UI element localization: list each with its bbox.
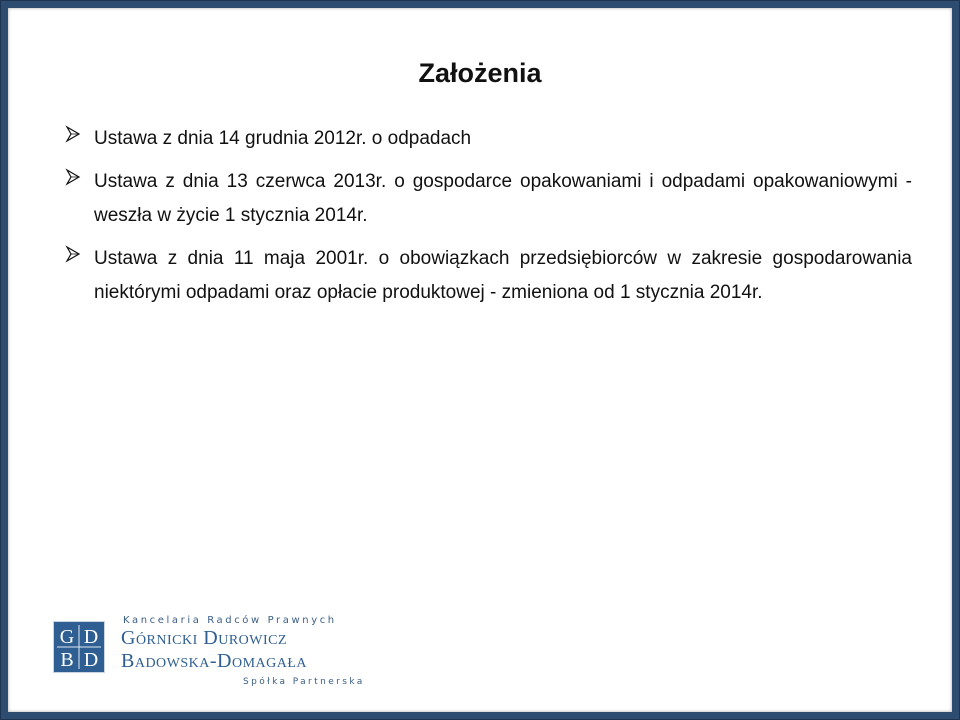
company-logo <box>53 613 373 693</box>
list-item <box>64 122 912 156</box>
logo-line-name1: Górnicki Durowicz <box>121 627 288 649</box>
logo-line-name2: Badowska-Domagała <box>121 650 308 672</box>
arrow-right-outline-icon <box>64 245 82 263</box>
logo-line-spolka: Spółka Partnerska <box>243 677 365 687</box>
monogram-letter: B <box>60 649 74 671</box>
arrow-right-outline-icon <box>64 168 82 186</box>
logo-line-kancelaria: Kancelaria Radców Prawnych <box>123 615 337 626</box>
bullet-text: Ustawa z dnia 11 maja 2001r. o obowiązkach przedsiębiorców w zakresie gospodarowania niektórymi odpadami oraz opłacie produktowej - zmieniona od 1 stycznia 2014r. <box>94 248 912 303</box>
bullet-text: Ustawa z dnia 13 czerwca 2013r. o gospodarce opakowaniami i odpadami opakowaniowymi - weszła w życie 1 stycznia 2014r. <box>94 171 912 226</box>
arrow-right-outline-icon <box>64 125 82 143</box>
bullet-text: Ustawa z dnia 14 grudnia 2012r. o odpadach <box>94 128 472 149</box>
bullet-list <box>64 128 912 325</box>
monogram-letter: D <box>83 649 99 671</box>
monogram-letter: G <box>59 626 75 648</box>
list-item <box>64 242 912 310</box>
logo-monogram <box>53 621 105 673</box>
monogram-letter: D <box>83 626 99 648</box>
slide-title-text: Założenia <box>418 58 542 88</box>
list-item <box>64 165 912 233</box>
monogram-icon <box>54 622 104 672</box>
slide-title <box>8 58 952 89</box>
